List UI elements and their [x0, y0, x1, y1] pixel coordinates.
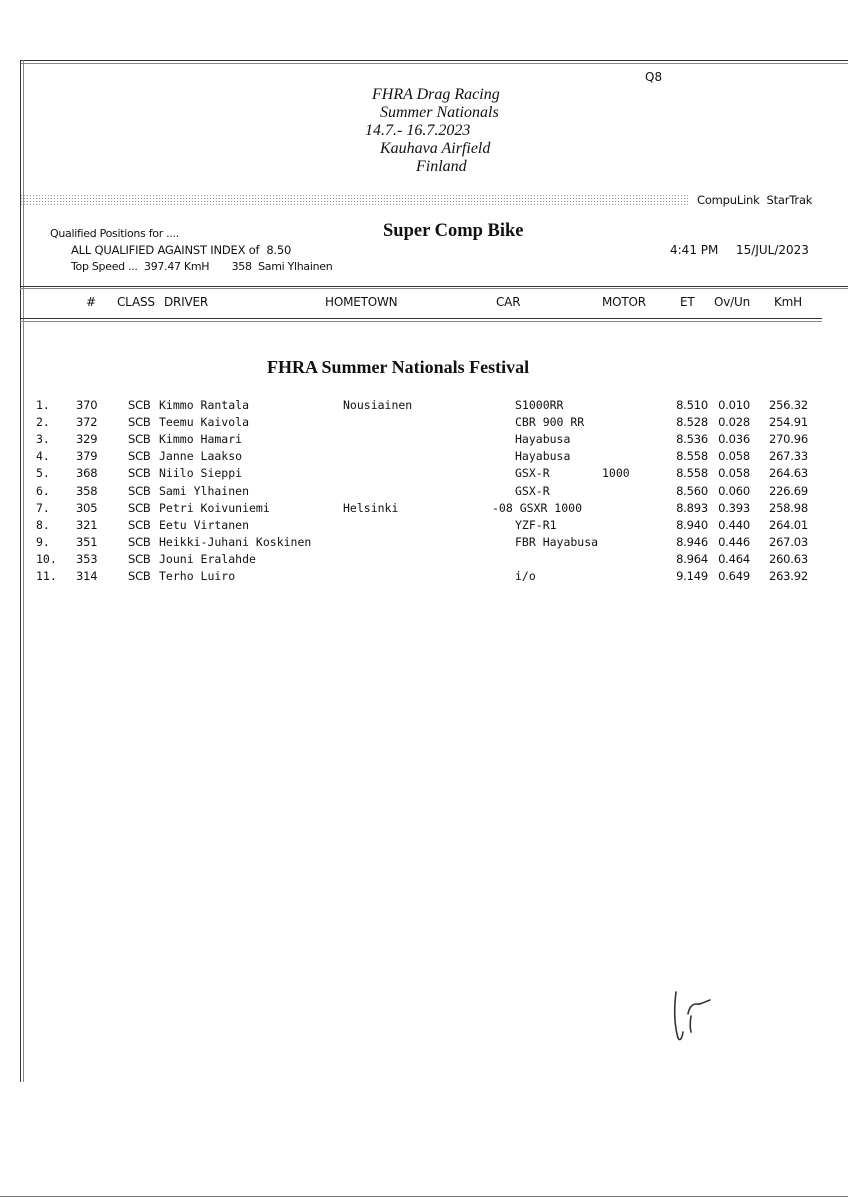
cell-number: 358: [76, 483, 98, 498]
cell-ovun: 0.028: [718, 415, 750, 430]
cell-ovun: 0.649: [718, 569, 750, 583]
cell-et: 8.558: [676, 466, 708, 481]
cell-place: 7.: [36, 500, 50, 515]
col-pos: #: [86, 295, 96, 309]
table-row: [0, 535, 848, 552]
header-rule-top-2: [20, 288, 848, 289]
col-class: CLASS: [117, 295, 155, 309]
cell-place: 6.: [36, 483, 50, 498]
cell-kmh: 254.91: [768, 415, 808, 430]
class-title: Super Comp Bike: [383, 221, 524, 241]
cell-class: SCB: [128, 415, 151, 430]
cell-place: 9.: [36, 534, 50, 549]
cell-place: 1.: [36, 398, 50, 412]
cell-kmh: 260.63: [768, 551, 808, 566]
cell-class: SCB: [128, 551, 151, 566]
cell-number: 321: [76, 517, 98, 532]
cell-hometown: Nousiainen: [343, 398, 413, 412]
cell-ovun: 0.464: [718, 551, 750, 566]
cell-et: 8.536: [676, 432, 708, 447]
cell-place: 4.: [36, 449, 50, 464]
cell-driver: Sami Ylhainen: [159, 483, 250, 498]
cell-kmh: 270.96: [768, 432, 808, 447]
event-dates: 14.7.- 16.7.2023: [365, 122, 471, 139]
col-kmh: KmH: [774, 295, 802, 309]
cell-number: 314: [76, 569, 98, 583]
cell-ovun: 0.058: [718, 449, 750, 464]
cell-kmh: 267.33: [768, 449, 808, 464]
cell-hometown: Helsinki: [343, 500, 399, 515]
event-title: FHRA Drag Racing: [372, 86, 500, 103]
cell-et: 8.893: [676, 500, 708, 515]
cell-et: 8.560: [676, 483, 708, 498]
cell-car: Hayabusa: [515, 432, 571, 447]
cell-car: i/o: [515, 569, 536, 583]
table-row: [0, 415, 848, 432]
cell-car: -08 GSXR 1000: [492, 500, 583, 515]
cell-car: S1000RR: [515, 398, 564, 412]
cell-number: 353: [76, 551, 98, 566]
cell-car: GSX-R: [515, 483, 550, 498]
cell-number: 329: [76, 432, 98, 447]
cell-et: 8.946: [676, 534, 708, 549]
cell-driver: Kimmo Hamari: [159, 432, 243, 447]
col-motor: MOTOR: [602, 295, 646, 309]
header-rule-bottom: [20, 318, 822, 319]
cell-class: SCB: [128, 449, 151, 464]
cell-place: 8.: [36, 517, 50, 532]
festival-title: FHRA Summer Nationals Festival: [267, 357, 530, 377]
system-label: CompuLink StarTrak: [697, 193, 813, 207]
cell-ovun: 0.440: [718, 517, 750, 532]
header-rule-bottom-2: [20, 321, 822, 322]
report-date: 15/JUL/2023: [736, 243, 809, 257]
cell-kmh: 264.63: [768, 466, 808, 481]
cell-ovun: 0.060: [718, 483, 750, 498]
cell-kmh: 267.03: [768, 534, 808, 549]
table-row: [0, 518, 848, 535]
cell-number: 351: [76, 534, 98, 549]
cell-place: 11.: [36, 569, 57, 583]
session-label: Q8: [645, 70, 663, 84]
table-row: [0, 501, 848, 518]
cell-et: 8.558: [676, 449, 708, 464]
header-rule-top: [20, 286, 848, 287]
cell-kmh: 258.98: [768, 500, 808, 515]
event-venue: Kauhava Airfield: [380, 140, 491, 157]
cell-driver: Jouni Eralahde: [159, 551, 256, 566]
cell-driver: Kimmo Rantala: [159, 398, 250, 412]
cell-car: YZF-R1: [515, 517, 557, 532]
table-row: [0, 484, 848, 501]
cell-et: 8.964: [676, 551, 708, 566]
event-subtitle: Summer Nationals: [380, 104, 499, 121]
cell-kmh: 264.01: [768, 517, 808, 532]
cell-et: 8.528: [676, 415, 708, 430]
cell-kmh: 256.32: [768, 398, 808, 412]
cell-kmh: 226.69: [768, 483, 808, 498]
col-ovun: Ov/Un: [714, 295, 750, 309]
cell-et: 9.149: [676, 569, 708, 583]
cell-class: SCB: [128, 432, 151, 447]
top-border-inner: [20, 63, 848, 64]
cell-ovun: 0.036: [718, 432, 750, 447]
cell-place: 10.: [36, 551, 57, 566]
cell-motor: 1000: [602, 466, 630, 481]
signature: [670, 980, 730, 1050]
cell-car: GSX-R: [515, 466, 550, 481]
bottom-rule: [0, 1196, 848, 1197]
cell-class: SCB: [128, 534, 151, 549]
table-row: [0, 569, 848, 586]
cell-et: 8.510: [676, 398, 708, 412]
cell-place: 3.: [36, 432, 50, 447]
report-time: 4:41 PM: [670, 243, 719, 257]
cell-car: CBR 900 RR: [515, 415, 585, 430]
cell-driver: Niilo Sieppi: [159, 466, 243, 481]
col-et: ET: [680, 295, 695, 309]
dotted-separator: [20, 194, 688, 205]
table-row: [0, 398, 848, 415]
index-line: ALL QUALIFIED AGAINST INDEX of 8.50: [71, 243, 292, 257]
cell-driver: Petri Koivuniemi: [159, 500, 270, 515]
cell-number: 368: [76, 466, 98, 481]
cell-car: Hayabusa: [515, 449, 571, 464]
cell-et: 8.940: [676, 517, 708, 532]
cell-number: 305: [76, 500, 98, 515]
cell-class: SCB: [128, 517, 151, 532]
cell-driver: Eetu Virtanen: [159, 517, 250, 532]
table-row: [0, 552, 848, 569]
event-header: [360, 86, 560, 176]
cell-ovun: 0.393: [718, 500, 750, 515]
cell-class: SCB: [128, 398, 151, 412]
cell-class: SCB: [128, 483, 151, 498]
top-speed-line: Top Speed ... 397.47 KmH 358 Sami Ylhainen: [71, 260, 333, 273]
cell-place: 5.: [36, 466, 50, 481]
cell-driver: Janne Laakso: [159, 449, 243, 464]
table-row: [0, 432, 848, 449]
top-border: [20, 60, 848, 61]
col-hometown: HOMETOWN: [325, 295, 398, 309]
cell-driver: Heikki-Juhani Koskinen: [159, 534, 312, 549]
cell-kmh: 263.92: [768, 569, 808, 583]
table-row: [0, 449, 848, 466]
cell-number: 370: [76, 398, 98, 412]
cell-ovun: 0.446: [718, 534, 750, 549]
cell-ovun: 0.058: [718, 466, 750, 481]
cell-ovun: 0.010: [718, 398, 750, 412]
qualified-label: Qualified Positions for ....: [50, 227, 179, 240]
table-row: [0, 466, 848, 483]
cell-class: SCB: [128, 466, 151, 481]
col-car: CAR: [496, 295, 521, 309]
col-driver: DRIVER: [164, 295, 209, 309]
cell-car: FBR Hayabusa: [515, 534, 599, 549]
cell-driver: Terho Luiro: [159, 569, 236, 583]
cell-class: SCB: [128, 500, 151, 515]
cell-number: 379: [76, 449, 98, 464]
event-country: Finland: [416, 158, 467, 175]
cell-number: 372: [76, 415, 98, 430]
cell-place: 2.: [36, 415, 50, 430]
cell-class: SCB: [128, 569, 151, 583]
cell-driver: Teemu Kaivola: [159, 415, 250, 430]
